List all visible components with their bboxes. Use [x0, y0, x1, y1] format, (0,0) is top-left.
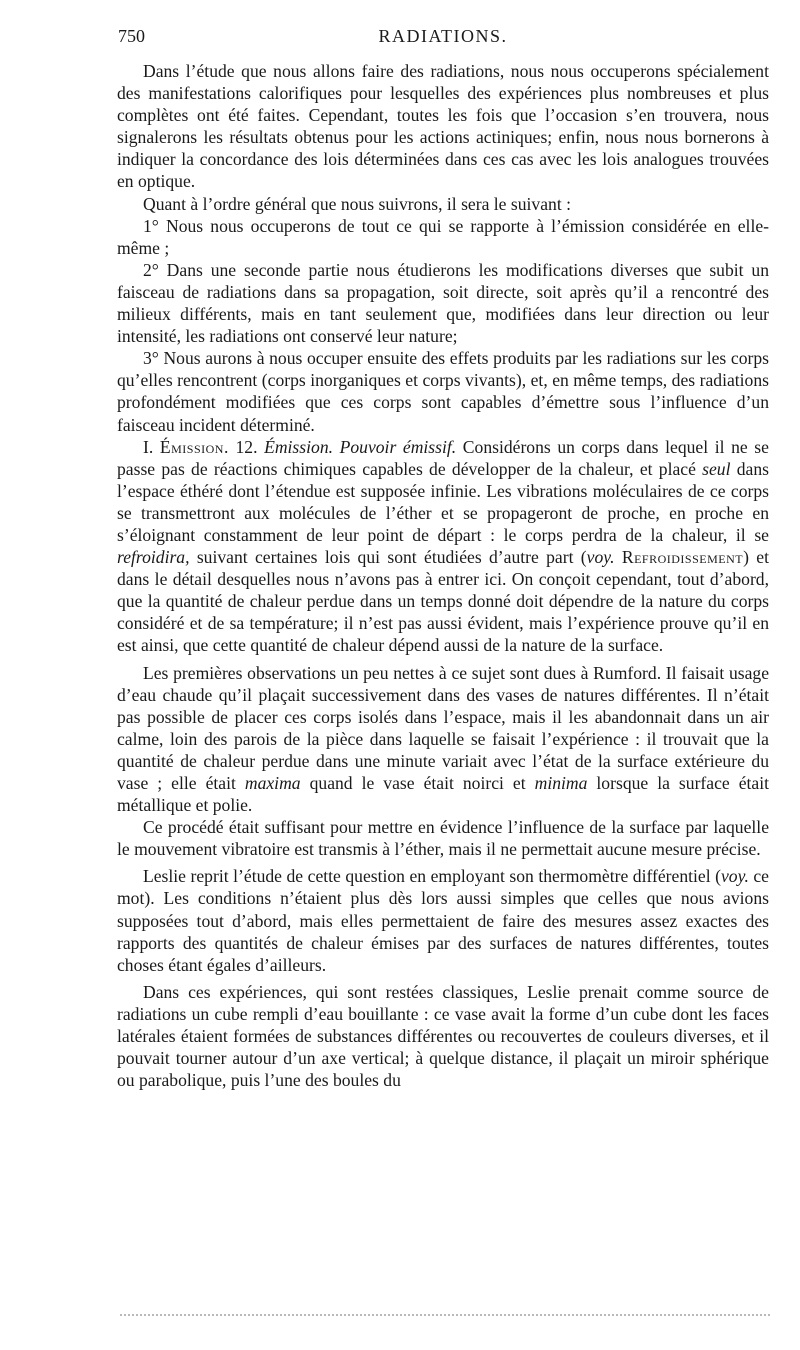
- section-title: Émission. Pouvoir émissif.: [264, 436, 457, 457]
- emission-paragraph: I. Émission. 12. Émission. Pouvoir émissif. Considérons un corps dans lequel il ne se passe pas de réactions chimiques capables de développer de la chaleur, et placé seul dans l’espace éthéré dont l’étendue est supposée infinie. Les vibrations moléculaires de ce corps se transmettront aux molécules de l’éther et se propageront de proche, en proche en s’éloignant constamment de leur point de départ : le corps perdra de la chaleur, il se refroidira, suivant certaines lois qui sont étudiées d’autre part (voy. Refroidissement) et dans le détail desquelles nous n’avons pas à entrer ici. On conçoit cependant, tout d’abord, que la quantité de chaleur perdue dans un temps donné doit dépendre de la nature du corps considéré et de sa température; il n’est pas aussi évident, mais l’expérience prouve qu’il en est ainsi, que cette quantité de chaleur dépend aussi de la nature de la surface.: [117, 436, 769, 656]
- section-label-word: Émission.: [159, 436, 229, 457]
- rumford-paragraph: Les premières observations un peu nettes à ce sujet sont dues à Rumford. Il faisait usage d’eau chaude qu’il plaçait successivement dans des vases de natures différentes. Il n’était pas possible de placer ces corps isolés dans l’espace, mais il les abandonnait dans un air calme, loin des parois de la pièce dans laquelle se faisait l’expérience : il trouvait que la quantité de chaleur perdue dans une minute variait avec l’état de la surface extérieure du vase ; elle était maxima quand le vase était noirci et minima lorsque la surface était métallique et polie.: [117, 662, 770, 816]
- list-item-2: 2° Dans une seconde partie nous étudierons les modifications diverses que subit un faisceau de radiations dans sa propagation, soit directe, soit après qu’il a rencontré des milieux différents, mais en tant seulement que, modifiées dans leur direction ou leur intensité, les radiations ont conservé leur nature;: [117, 259, 769, 347]
- footer-rule: [120, 1314, 770, 1316]
- cross-reference: Refroidissement: [621, 547, 744, 568]
- intro-paragraph: Dans l’étude que nous allons faire des radiations, nous nous occuperons spécialement des manifestations calorifiques pour lesquelles des expériences plus nombreuses et plus complètes ont été faites. Cependant, toutes les fois que l’occasion s’en trouvera, nous signalerons les résultats obtenus pour les actions actiniques; enfin, nous nous bornerons à indiquer la concordance des lois déterminées dans ces cas avec les lois analogues trouvées en optique.: [117, 61, 769, 192]
- page-body: [117, 60, 769, 1091]
- procede-paragraph: Ce procédé était suffisant pour mettre en évidence l’influence de la surface par laquelle le mouvement vibratoire est transmis à l’éther, mais il ne permettait aucune mesure précise.: [117, 817, 769, 860]
- order-paragraph: Quant à l’ordre général que nous suivrons, il sera le suivant :: [143, 193, 571, 214]
- list-item-3: 3° Nous aurons à nous occuper ensuite des effets produits par les radiations sur les corps qu’elles rencontrent (corps inorganiques et corps vivants), et, en même temps, des radiations profondément modifiées que ces corps sont capables d’émettre sous l’influence d’un faisceau incident déterminé.: [117, 348, 769, 435]
- list-item-1: 1° Nous nous occuperons de tout ce qui se rapporte à l’émission considérée en elle-même ;: [117, 215, 769, 258]
- running-title: RADIATIONS.: [378, 26, 508, 46]
- page-header: [118, 24, 768, 50]
- leslie-paragraph: Leslie reprit l’étude de cette question en employant son thermomètre différentiel (voy. ce mot). Les conditions n’étaient plus dès lors aussi simples que celles que nous avions supposées tout d’abord, mais elles permettaient de faire des mesures assez exactes des rapports des quantités de chaleur émises par des surfaces de natures différentes, toutes choses étant égales d’ailleurs.: [117, 866, 769, 975]
- section-number: 12.: [235, 436, 258, 457]
- experiences-paragraph: Dans ces expériences, qui sont restées classiques, Leslie prenait comme source de radiations un cube rempli d’eau bouillante : ce vase avait la forme d’un cube dont les faces latérales étaient formées de substances différentes ou recouvertes de couleurs diverses, et il pouvait tourner autour d’un axe vertical; à quelque distance, il plaçait un miroir sphérique ou parabolique, puis l’une des boules du: [117, 981, 769, 1091]
- page-number: 750: [118, 26, 145, 46]
- section-label-number: I.: [143, 436, 154, 457]
